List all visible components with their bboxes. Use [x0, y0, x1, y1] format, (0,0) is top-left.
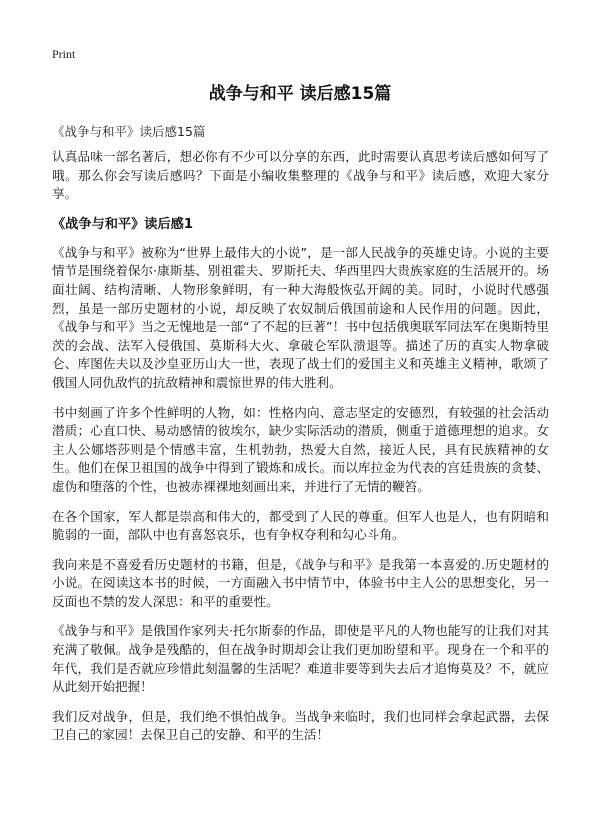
document-body	[52, 148, 549, 756]
intro-paragraph: 认真品味一部名著后，想必你有不少可以分享的东西，此时需要认真思考读后感如何写了哦。那么你会写读后感吗？下面是小编收集整理的《战争与和平》读后感，欢迎大家分享。	[52, 149, 549, 202]
print-link[interactable]: Print	[52, 47, 76, 61]
body-paragraph-3: 在各个国家，军人都是崇高和伟大的，都受到了人民的尊重。但军人也是人，也有阴暗和脆弱的一面，部队中也有喜怒哀乐，也有争权夺利和勾心斗角。	[52, 508, 549, 543]
section-heading: 《战争与和平》读后感1	[52, 216, 194, 232]
body-paragraph-6: 我们反对战争，但是，我们绝不惧怕战争。当战争来临时，我们也同样会拿起武器，去保卫自己的家园！去保卫自己的安静、和平的生活！	[52, 708, 549, 743]
body-paragraph-2: 书中刻画了许多个性鲜明的人物，如：性格内向、意志坚定的安德烈，有较强的社会活动潜质；心直口快、易动感情的彼埃尔，缺少实际活动的潜质，侧重于道德理想的追求。女主人公娜塔莎则是个情感丰富，生机勃勃，热爱大自然，接近人民，具有民族精神的女生。他们在保卫祖国的战争中得到了锻炼和成长。而以库拉金为代表的宫廷贵族的贪婪、虚伪和堕落的个性，也被赤裸裸地刻画出来，并进行了无情的鞭笞。	[52, 404, 549, 494]
body-paragraph-4: 我向来是不喜爱看历史题材的书籍，但是，《战争与和平》是我第一本喜爱的.历史题材的小说。在阅读这本书的时候，一方面融入书中情节中，体验书中主人公的思想变化，另一反面也不禁的发人深思：和平的重要性。	[52, 556, 549, 609]
body-paragraph-5: 《战争与和平》是俄国作家列夫·托尔斯泰的作品，即使是平凡的人物也能写的让我们对其充满了敬佩。战争是残酷的，但在战争时期却会让我们更加盼望和平。现身在一个和平的年代，我们是否就应珍惜此刻温馨的生活呢？难道非要等到失去后才追悔莫及？不，就应从此刻开始把握！	[52, 623, 549, 695]
page-title: 战争与和平 读后感15篇	[208, 84, 392, 104]
body-paragraph-1: 《战争与和平》被称为“世界上最伟大的小说”，是一部人民战争的英雄史诗。小说的主要情节是围绕着保尔·康斯基、别祖霍夫、罗斯托夫、华西里四大贵族家庭的生活展开的。场面壮阔、结构清晰、人物形象鲜明，有一种大海般恢弘开阔的美。同时，小说时代感强烈，虽是一部历史题材的小说，却反映了农奴制后俄国前途和人民作用的问题。因此，《战争与和平》当之无愧地是一部“了不起的巨著”！书中包括俄奥联军同法军在奥斯特里茨的会战、法军入侵俄国、莫斯科大火、拿破仑军队溃退等。描述了历的真实人物拿破仑、库图佐夫以及沙皇亚历山大一世，表现了战士们的爱国主义和英雄主义精神，歌颂了俄国人同仇敌忾的抗敌精神和震惊世界的伟大胜利。	[52, 244, 549, 390]
document-subtitle: 《战争与和平》读后感15篇	[52, 124, 206, 139]
